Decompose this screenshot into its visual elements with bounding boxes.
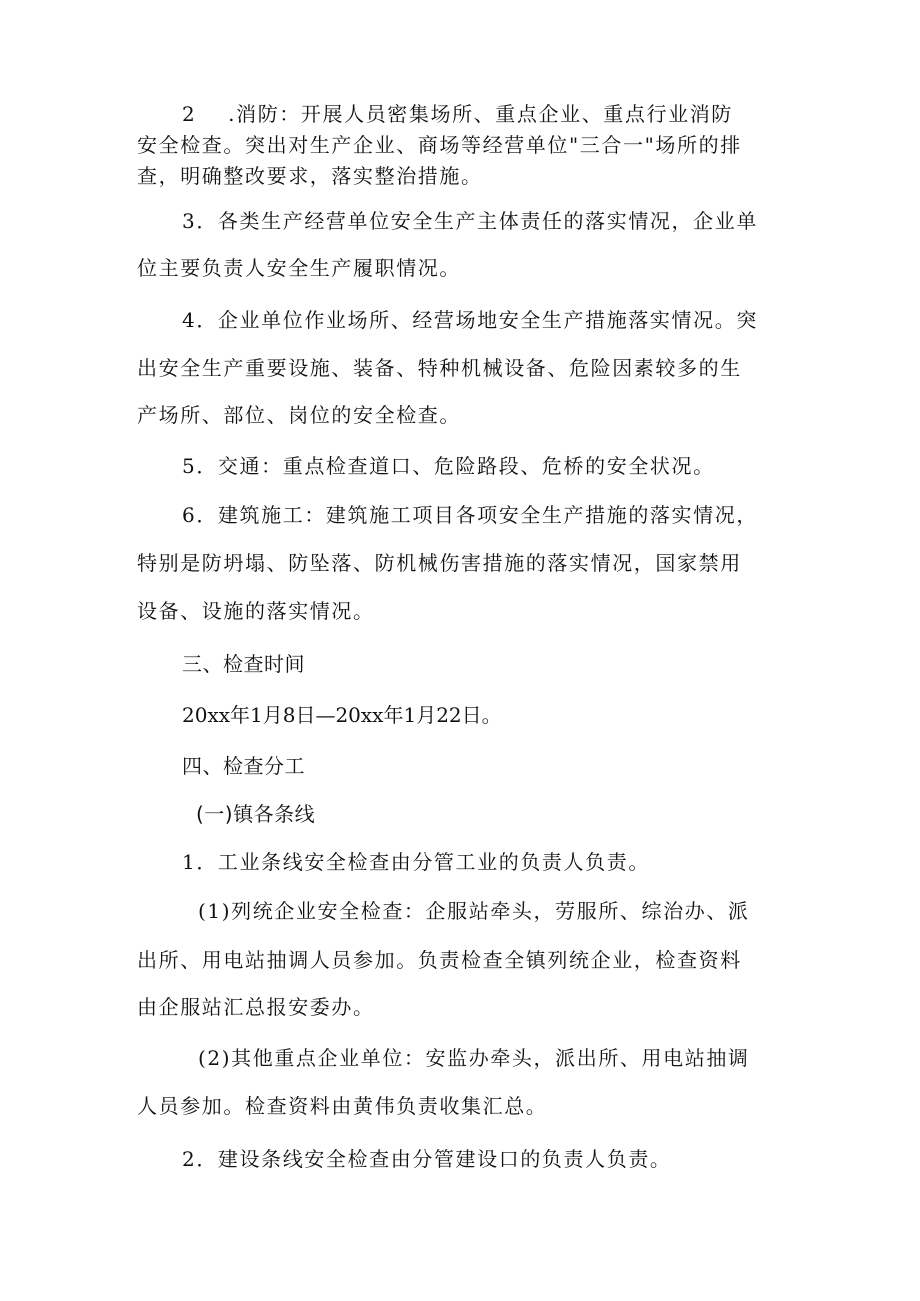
paragraph-5-line-1: 5．交通：重点检查道口、危险路段、危桥的安全状况。 xyxy=(182,454,715,478)
item-1-2-line-2: 人员参加。检查资料由黄伟负责收集汇总。 xyxy=(137,1094,548,1118)
paragraph-3-line-2: 位主要负责人安全生产履职情况。 xyxy=(137,256,461,280)
paragraph-4-line-2: 出安全生产重要设施、装备、特种机械设备、危险因素较多的生 xyxy=(137,356,742,380)
paragraph-4-line-1: 4．企业单位作业场所、经营场地安全生产措施落实情况。突 xyxy=(182,308,758,332)
paragraph-4-line-3: 产场所、部位、岗位的安全检查。 xyxy=(137,403,461,427)
item-1-1-line-1: (1)列统企业安全检查：企服站牵头，劳服所、综治办、派 xyxy=(198,899,750,923)
paragraph-6-line-3: 设备、设施的落实情况。 xyxy=(137,599,375,623)
paragraph-2-line-3: 查，明确整改要求，落实整治措施。 xyxy=(137,164,483,188)
item-1-1-line-3: 由企服站汇总报安委办。 xyxy=(137,995,375,1019)
inspection-date-range: 20xx年1月8日—20xx年1月22日。 xyxy=(182,703,502,727)
section-heading-inspection-time: 三、检查时间 xyxy=(182,652,305,676)
section-heading-inspection-division: 四、检查分工 xyxy=(182,754,305,778)
paragraph-2-line-1: 2 .消防：开展人员密集场所、重点企业、重点行业消防 xyxy=(182,102,733,126)
paragraph-2-line-2: 安全检查。突出对生产企业、商场等经营单位"三合一"场所的排 xyxy=(137,133,742,157)
item-1-1-line-2: 出所、用电站抽调人员参加。负责检查全镇列统企业，检查资料 xyxy=(137,948,742,972)
paragraph-6-line-2: 特别是防坍塌、防坠落、防机械伤害措施的落实情况，国家禁用 xyxy=(137,551,742,575)
item-1-line-1: 1．工业条线安全检查由分管工业的负责人负责。 xyxy=(182,850,650,874)
item-1-2-line-1: (2)其他重点企业单位：安监办牵头，派出所、用电站抽调 xyxy=(198,1046,750,1070)
item-2-line-1: 2．建设条线安全检查由分管建设口的负责人负责。 xyxy=(182,1147,672,1171)
paragraph-6-line-1: 6．建筑施工：建筑施工项目各项安全生产措施的落实情况， xyxy=(182,503,758,527)
sub-heading-town-lines: (一)镇各条线 xyxy=(196,802,316,826)
paragraph-3-line-1: 3．各类生产经营单位安全生产主体责任的落实情况，企业单 xyxy=(182,209,758,233)
